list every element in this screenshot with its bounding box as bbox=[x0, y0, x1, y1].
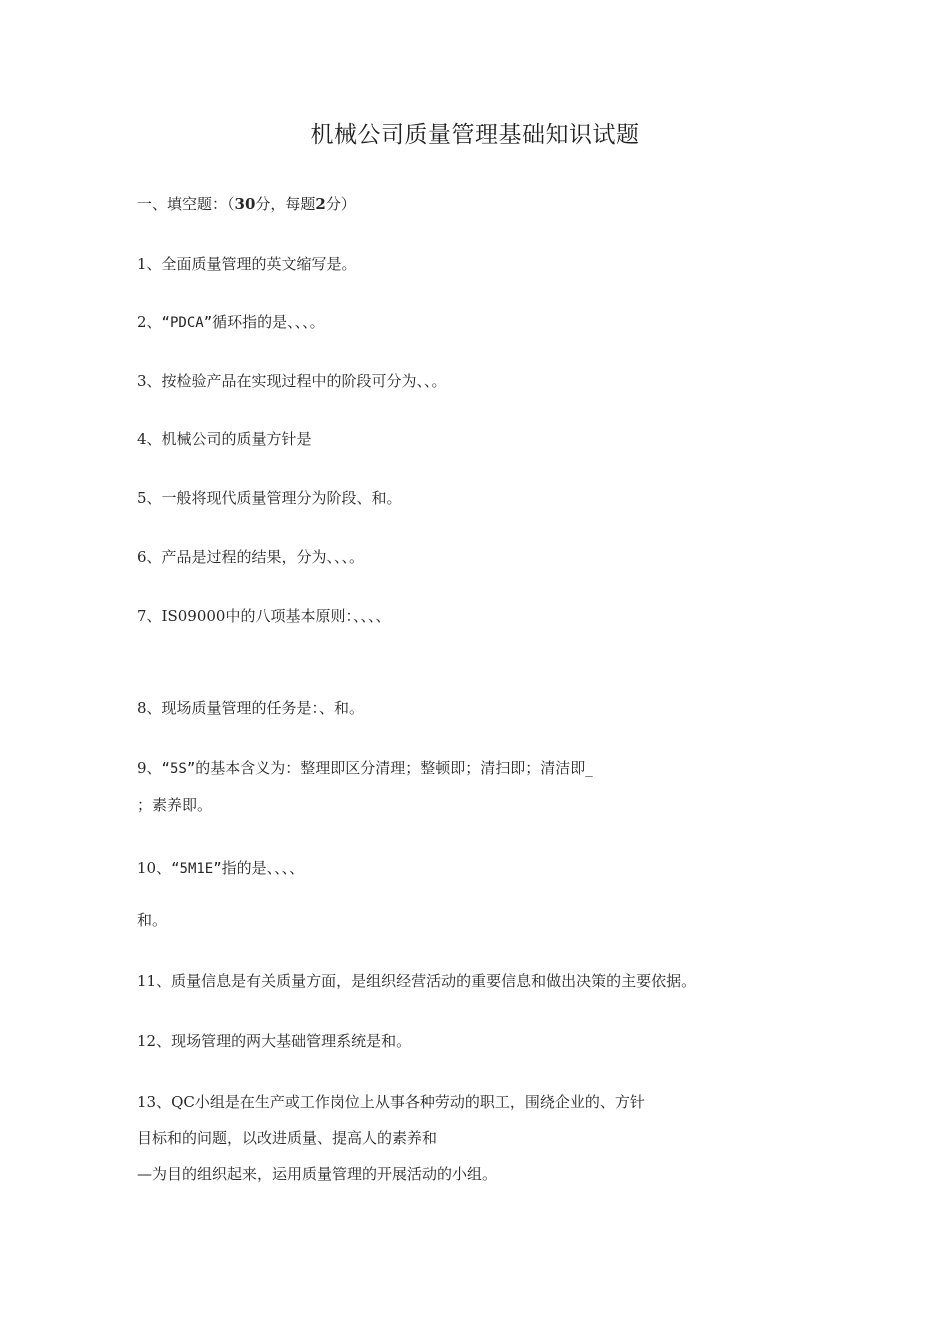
question-12: 12、现场管理的两大基础管理系统是和。 bbox=[137, 1032, 412, 1050]
question-9 bbox=[137, 758, 593, 779]
question-9-text: 的基本含义为：整理即区分清理；整顿即；清扫即；清洁即_ bbox=[195, 759, 593, 777]
section-heading-suffix: 分） bbox=[325, 195, 356, 213]
section-heading-fill-in bbox=[137, 194, 356, 214]
question-10-term: “5M1E” bbox=[171, 861, 222, 877]
question-2-text: 循环指的是、、、。 bbox=[212, 313, 325, 331]
question-10-continuation: 和。 bbox=[137, 911, 168, 929]
question-4: 4、机械公司的质量方针是 bbox=[137, 430, 312, 448]
question-13: 13、QC小组是在生产或工作岗位上从事各种劳动的职工，围绕企业的、方针 bbox=[137, 1093, 645, 1111]
question-9-continuation: ；素养即。 bbox=[137, 796, 213, 814]
question-10-text: 指的是、、、、 bbox=[221, 859, 305, 877]
question-10-number: 10、 bbox=[137, 859, 172, 877]
question-9-term: “5S” bbox=[161, 761, 196, 777]
question-1: 1、全面质量管理的英文缩写是。 bbox=[137, 255, 357, 273]
question-7: 7、IS09000中的八项基本原则：、、、、 bbox=[137, 607, 391, 625]
section-heading-mid: 分，每题 bbox=[255, 195, 316, 213]
question-10 bbox=[137, 858, 304, 879]
section-score-each: 2 bbox=[315, 195, 326, 213]
question-8: 8、现场质量管理的任务是：、和。 bbox=[137, 699, 365, 717]
question-13-continuation-2: —为目的组织起来，运用质量管理的开展活动的小组。 bbox=[137, 1165, 498, 1183]
question-11: 11、质量信息是有关质量方面，是组织经营活动的重要信息和做出决策的主要依据。 bbox=[137, 972, 697, 990]
section-total-score: 30 bbox=[234, 195, 256, 213]
question-6: 6、产品是过程的结果，分为、、、。 bbox=[137, 548, 365, 566]
question-2-term: “PDCA” bbox=[161, 315, 213, 331]
question-2 bbox=[137, 312, 325, 333]
document-title: 机械公司质量管理基础知识试题 bbox=[310, 122, 640, 148]
section-heading-prefix: 一、填空题：（ bbox=[137, 195, 235, 213]
question-9-number: 9、 bbox=[137, 759, 162, 777]
question-5: 5、一般将现代质量管理分为阶段、和。 bbox=[137, 489, 402, 507]
question-3: 3、按检验产品在实现过程中的阶段可分为、、。 bbox=[137, 372, 447, 390]
question-13-continuation-1: 目标和的问题，以改进质量、提高人的素养和 bbox=[137, 1129, 438, 1147]
question-2-number: 2、 bbox=[137, 313, 162, 331]
